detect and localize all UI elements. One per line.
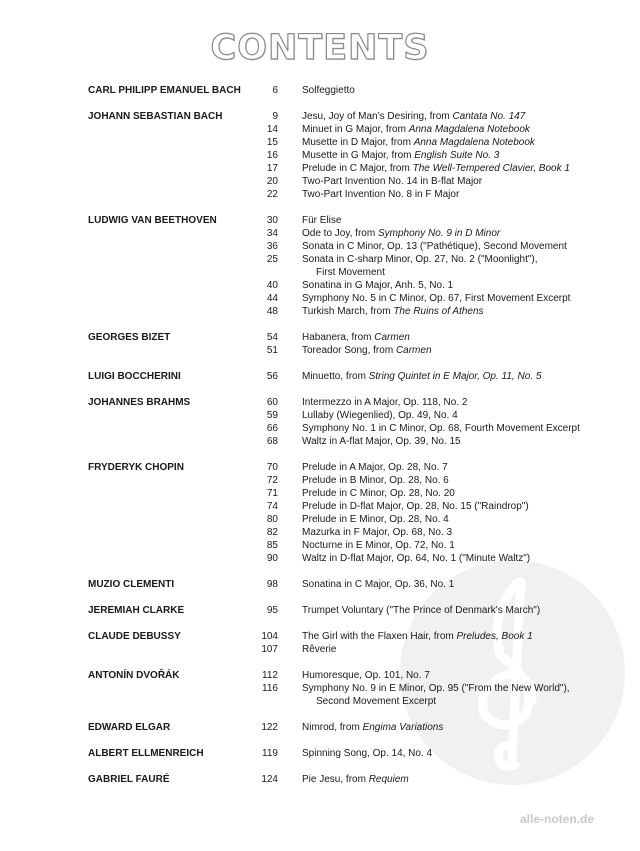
toc-entry[interactable]: [0, 630, 640, 643]
title-text: Turkish March, from: [302, 306, 394, 317]
page-number: 82: [266, 527, 278, 538]
toc-entry[interactable]: [0, 500, 640, 513]
page-number: 44: [266, 293, 278, 304]
piece-title: [302, 422, 580, 435]
toc-entry[interactable]: [0, 747, 640, 760]
source-title: Requiem: [368, 774, 409, 785]
title-text: Minuetto, from: [302, 371, 369, 382]
toc-entry[interactable]: [0, 487, 640, 500]
toc-section: [0, 747, 640, 760]
composer-name: JOHANN SEBASTIAN BACH: [88, 111, 223, 122]
page-number: 9: [272, 111, 278, 122]
piece-title: [302, 227, 500, 240]
composer-name: LUIGI BOCCHERINI: [88, 371, 181, 382]
title-text: Humoresque, Op. 101, No. 7: [302, 670, 430, 681]
page-number: 107: [261, 644, 278, 655]
piece-title: [302, 396, 467, 409]
piece-title: [302, 162, 570, 175]
page-number: 15: [266, 137, 278, 148]
toc-entry[interactable]: [0, 526, 640, 539]
toc-section: [0, 331, 640, 357]
piece-title: [302, 682, 570, 695]
toc-entry[interactable]: [0, 370, 640, 383]
piece-title: [302, 487, 455, 500]
toc-section: [0, 669, 640, 708]
piece-title: [302, 539, 455, 552]
piece-title: [302, 188, 459, 201]
piece-title: [302, 604, 540, 617]
piece-title: [302, 331, 410, 344]
toc-entry[interactable]: [0, 253, 640, 266]
toc-entry[interactable]: [0, 396, 640, 409]
title-text: Waltz in A-flat Major, Op. 39, No. 15: [302, 436, 461, 447]
toc-entry[interactable]: [0, 292, 640, 305]
title-text: Sonata in C-sharp Minor, Op. 27, No. 2 ("Moonlight"),: [302, 254, 538, 265]
title-text: Rêverie: [302, 644, 337, 655]
piece-title: [302, 643, 336, 656]
toc-section: [0, 84, 640, 97]
composer-name: JEREMIAH CLARKE: [88, 605, 185, 616]
page-number: 66: [266, 423, 278, 434]
page-number: 59: [266, 410, 278, 421]
title-text: Prelude in B Minor, Op. 28, No. 6: [302, 475, 449, 486]
piece-title: [302, 123, 530, 136]
toc-section: [0, 773, 640, 786]
source-title: Symphony No. 9 in D Minor: [377, 228, 501, 239]
toc-entry[interactable]: [0, 643, 640, 656]
page-number: 40: [266, 280, 278, 291]
piece-title-continuation: First Movement: [316, 267, 385, 278]
page-number: 25: [266, 254, 278, 265]
piece-title: [302, 110, 525, 123]
piece-title-continuation: Second Movement Excerpt: [316, 696, 437, 707]
title-text: Mazurka in F Major, Op. 68, No. 3: [302, 527, 453, 538]
title-text: Prelude in A Major, Op. 28, No. 7: [302, 462, 448, 473]
page-number: 30: [266, 215, 278, 226]
title-text: Ode to Joy, from: [302, 228, 378, 239]
title-text: Waltz in D-flat Major, Op. 64, No. 1 ("Minute Waltz"): [302, 553, 531, 564]
piece-title: [302, 552, 530, 565]
piece-title: [302, 292, 570, 305]
title-text: Jesu, Joy of Man’s Desiring, from: [302, 111, 453, 122]
toc-entry[interactable]: [0, 474, 640, 487]
page-number: 71: [266, 488, 278, 499]
toc-entry[interactable]: [0, 552, 640, 565]
piece-title: [302, 136, 535, 149]
page-number: 60: [266, 397, 278, 408]
title-text: Two-Part Invention No. 14 in B-flat Major: [302, 176, 483, 187]
toc-entry[interactable]: [0, 539, 640, 552]
toc-entry[interactable]: [0, 175, 640, 188]
page-number: 90: [266, 553, 278, 564]
composer-name: MUZIO CLEMENTI: [88, 579, 175, 590]
source-title: Carmen: [374, 332, 410, 343]
title-text: Prelude in D-flat Major, Op. 28, No. 15 ("Raindrop"): [302, 501, 529, 512]
piece-title: [302, 500, 529, 513]
piece-title: [302, 474, 449, 487]
toc-section: [0, 721, 640, 734]
title-text: Toreador Song, from: [302, 345, 396, 356]
page-number: 124: [261, 774, 278, 785]
toc-entry[interactable]: [0, 305, 640, 318]
toc-section: [0, 110, 640, 201]
composer-name: LUDWIG VAN BEETHOVEN: [88, 215, 217, 226]
piece-title: [302, 253, 538, 266]
page-number: 95: [266, 605, 278, 616]
toc-entry[interactable]: [0, 240, 640, 253]
piece-title: [302, 149, 499, 162]
page-number: 20: [266, 176, 278, 187]
page-number: 34: [266, 228, 278, 239]
toc-entry[interactable]: [0, 721, 640, 734]
title-text: Symphony No. 1 in C Minor, Op. 68, Fourth Movement Excerpt: [302, 423, 580, 434]
piece-title: [302, 344, 432, 357]
toc-entry[interactable]: [0, 149, 640, 162]
page-number: 6: [272, 85, 278, 96]
piece-title: [302, 409, 458, 422]
toc-entry[interactable]: [0, 513, 640, 526]
table-of-contents: [0, 84, 640, 799]
page-number: 48: [266, 306, 278, 317]
title-text: Lullaby (Wiegenlied), Op. 49, No. 4: [302, 410, 458, 421]
composer-name: EDWARD ELGAR: [88, 722, 171, 733]
title-text: Sonata in C Minor, Op. 13 ("Pathétique), Second Movement: [302, 241, 567, 252]
composer-name: ANTONÍN DVOŘÁK: [88, 670, 180, 681]
page-number: 22: [266, 189, 278, 200]
piece-title: [302, 721, 443, 734]
page-number: 56: [266, 371, 278, 382]
toc-entry[interactable]: [0, 136, 640, 149]
composer-name: CARL PHILIPP EMANUEL BACH: [88, 85, 241, 96]
toc-entry[interactable]: [0, 279, 640, 292]
piece-title: [302, 84, 355, 97]
title-text: Nimrod, from: [302, 722, 363, 733]
title-text: Pie Jesu, from: [302, 774, 369, 785]
source-title: English Suite No. 3: [414, 150, 500, 161]
toc-section: [0, 396, 640, 448]
toc-entry[interactable]: [0, 669, 640, 682]
title-text: Two-Part Invention No. 8 in F Major: [302, 189, 460, 200]
toc-entry[interactable]: [0, 578, 640, 591]
page-number: 104: [261, 631, 278, 642]
source-title: Anna Magdalena Notebook: [408, 124, 530, 135]
page-title: CONTENTS: [210, 28, 430, 68]
composer-name: CLAUDE DEBUSSY: [88, 631, 181, 642]
piece-title: [302, 279, 453, 292]
title-text: Solfeggietto: [302, 85, 355, 96]
title-text: Musette in D Major, from: [302, 137, 414, 148]
title-text: Prelude in C Major, from: [302, 163, 413, 174]
toc-entry[interactable]: [0, 461, 640, 474]
source-title: The Ruins of Athens: [393, 306, 484, 317]
page-number: 70: [266, 462, 278, 473]
source-title: Cantata No. 147: [452, 111, 526, 122]
title-text: Intermezzo in A Major, Op. 118, No. 2: [302, 397, 468, 408]
page-number: 16: [266, 150, 278, 161]
toc-entry[interactable]: [0, 435, 640, 448]
source-title: The Well-Tempered Clavier, Book 1: [412, 163, 570, 174]
toc-entry[interactable]: [0, 773, 640, 786]
toc-section: [0, 604, 640, 617]
piece-title: [302, 175, 482, 188]
piece-title: [302, 630, 533, 643]
page-number: 85: [266, 540, 278, 551]
toc-section: [0, 461, 640, 565]
source-title: Preludes, Book 1: [456, 631, 533, 642]
page-number: 54: [266, 332, 278, 343]
toc-section: [0, 578, 640, 591]
toc-entry[interactable]: [0, 344, 640, 357]
title-text: Prelude in C Minor, Op. 28, No. 20: [302, 488, 455, 499]
page-number: 98: [266, 579, 278, 590]
toc-entry[interactable]: [0, 227, 640, 240]
page-number: 122: [261, 722, 278, 733]
page-number: 14: [266, 124, 278, 135]
piece-title: [302, 240, 567, 253]
piece-title: [302, 669, 430, 682]
piece-title: [302, 513, 449, 526]
toc-entry[interactable]: [0, 422, 640, 435]
source-title: Engima Variations: [362, 722, 444, 733]
title-text: Prelude in E Minor, Op. 28, No. 4: [302, 514, 449, 525]
title-text: Minuet in G Major, from: [302, 124, 409, 135]
watermark-text: alle-noten.de: [520, 812, 595, 826]
title-text: Musette in G Major, from: [302, 150, 415, 161]
page-number: 80: [266, 514, 278, 525]
title-text: Habanera, from: [302, 332, 375, 343]
page-number: 116: [262, 683, 278, 694]
toc-section: [0, 214, 640, 318]
toc-entry[interactable]: [0, 682, 640, 695]
page-number: 112: [262, 670, 278, 681]
toc-entry[interactable]: [0, 331, 640, 344]
toc-entry[interactable]: [0, 162, 640, 175]
title-text: Trumpet Voluntary ("The Prince of Denmark's March"): [302, 605, 541, 616]
page-number: 17: [266, 163, 278, 174]
piece-title: [302, 214, 341, 227]
piece-title: [302, 435, 461, 448]
piece-title: [302, 370, 541, 383]
piece-title: [302, 773, 409, 786]
piece-title: [302, 526, 452, 539]
toc-section: [0, 370, 640, 383]
title-text: Für Elise: [302, 215, 342, 226]
page-number: 68: [266, 436, 278, 447]
title-text: Spinning Song, Op. 14, No. 4: [302, 748, 433, 759]
toc-entry[interactable]: [0, 123, 640, 136]
title-text: Sonatina in C Major, Op. 36, No. 1: [302, 579, 455, 590]
page-number: 74: [266, 501, 278, 512]
page-number: 36: [266, 241, 278, 252]
source-title: String Quintet in E Major, Op. 11, No. 5: [368, 371, 542, 382]
composer-name: GEORGES BIZET: [88, 332, 171, 343]
piece-title: [302, 578, 454, 591]
title-text: Sonatina in G Major, Anh. 5, No. 1: [302, 280, 454, 291]
page-number: 51: [266, 345, 278, 356]
page-number: 72: [266, 475, 278, 486]
composer-name: FRYDERYK CHOPIN: [88, 462, 184, 473]
title-text: Symphony No. 9 in E Minor, Op. 95 ("From the New World"),: [302, 683, 570, 694]
piece-title: [302, 461, 448, 474]
toc-entry[interactable]: [0, 110, 640, 123]
title-text: The Girl with the Flaxen Hair, from: [302, 631, 457, 642]
title-text: Nocturne in E Minor, Op. 72, No. 1: [302, 540, 455, 551]
title-text: Symphony No. 5 in C Minor, Op. 67, First Movement Excerpt: [302, 293, 571, 304]
page-number: 119: [262, 748, 278, 759]
source-title: Carmen: [395, 345, 432, 356]
piece-title: [302, 305, 484, 318]
composer-name: ALBERT ELLMENREICH: [88, 748, 204, 759]
toc-section: [0, 630, 640, 656]
piece-title: [302, 747, 432, 760]
toc-entry[interactable]: [0, 214, 640, 227]
toc-entry[interactable]: [0, 409, 640, 422]
composer-name: GABRIEL FAURÉ: [88, 774, 170, 785]
source-title: Anna Magdalena Notebook: [413, 137, 535, 148]
composer-name: JOHANNES BRAHMS: [88, 397, 191, 408]
toc-entry[interactable]: [0, 84, 640, 97]
toc-entry[interactable]: [0, 604, 640, 617]
toc-entry[interactable]: [0, 188, 640, 201]
